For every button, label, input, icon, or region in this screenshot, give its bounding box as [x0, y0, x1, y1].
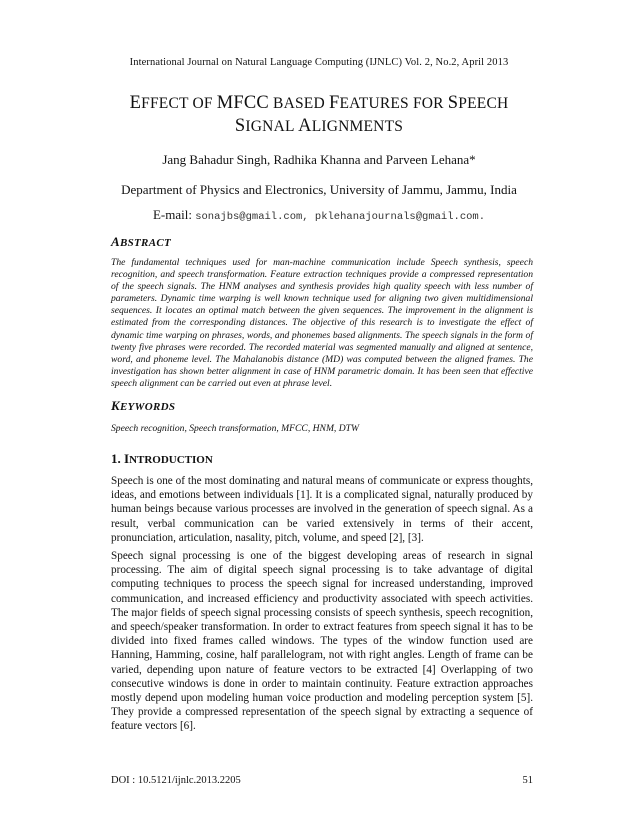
- title-part-3: BASED: [268, 95, 329, 112]
- keywords-heading-rest: EYWORDS: [119, 401, 176, 413]
- introduction-number: 1.: [111, 451, 124, 466]
- title-part-1: FFECT OF: [141, 95, 217, 112]
- doi: DOI : 10.5121/ijnlc.2013.2205: [111, 775, 241, 786]
- introduction-heading-cap: I: [124, 451, 130, 466]
- email-addresses[interactable]: sonajbs@gmail.com, pklehanajournals@gmail.com.: [195, 211, 486, 223]
- abstract-heading-cap: A: [111, 234, 120, 249]
- title-part-6: IGNAL: [245, 118, 299, 135]
- keywords-heading-cap: K: [111, 398, 120, 413]
- email-line: [0, 207, 638, 223]
- title-cap-4: F: [328, 93, 340, 113]
- introduction-heading-rest: NTRODUCTION: [129, 454, 213, 466]
- introduction-heading: [111, 451, 213, 467]
- title-part-2: MFCC: [216, 93, 269, 113]
- title-cap-7: A: [298, 116, 312, 136]
- title-part-7: LIGNMENTS: [311, 118, 404, 135]
- title-part-4: EATURES FOR: [339, 95, 448, 112]
- keywords-heading: [111, 398, 175, 414]
- page-number: 51: [522, 775, 533, 786]
- affiliation: Department of Physics and Electronics, University of Jammu, Jammu, India: [121, 182, 517, 197]
- intro-paragraph-2: Speech signal processing is one of the biggest developing areas of research in signal processing. The aim of digital speech signal processing is to take advantage of digital computing techniques to process the speech signal for increased understanding, improved communication, and increased efficiency and productivity associated with speech activities. The major fields of speech signal processing consists of speech synthesis, speech recognition, and speech/speaker transformation. In order to extract features from speech signal it has to be divided into fixed frames called windows. The types of the window function used are Hanning, Hamming, cosine, half parallelogram, not with right angles. Length of frame can be varied, depending upon nature of feature vectors to be extracted [4] Overlapping of two consecutive windows is done in order to maintain continuity. Feature extraction approaches mostly depend upon modeling human voice production and modeling perception system [5]. They provide a compressed representation of the speech signal by extracting a sequence of feature vectors [6].: [111, 550, 533, 733]
- email-label: E-mail:: [152, 207, 196, 222]
- journal-header: International Journal on Natural Language Computing (IJNLC) Vol. 2, No.2, April 2013: [129, 57, 509, 68]
- abstract-heading: [111, 234, 171, 250]
- title-cap-6: S: [234, 116, 246, 136]
- abstract-heading-rest: BSTRACT: [119, 237, 171, 249]
- keywords-text: Speech recognition, Speech transformation, MFCC, HNM, DTW: [111, 423, 359, 434]
- title-part-5: PEECH: [458, 95, 509, 112]
- paper-title: [90, 92, 548, 138]
- title-cap-1: E: [129, 93, 142, 113]
- intro-paragraph-1: Speech is one of the most dominating and natural means of communicate or express thoughts, ideas, and emotions between individuals [1]. It is a complicated signal, naturally produced by human beings because various processes are involved in the generation of speech signal. As a result, verbal communication can be varied extensively in terms of their accent, pronunciation, articulation, nasality, pitch, volume, and speed [2], [3].: [111, 475, 533, 544]
- title-cap-5: S: [447, 93, 459, 113]
- abstract-text: The fundamental techniques used for man-machine communication include Speech synthesis, speech recognition, and speech transformation. Feature extraction techniques provide a compressed representation of the speech signals. The HNM analyses and synthesis provides high quality speech with less number of parameters. Dynamic time warping is well known technique used for aligning two given multidimensional sequences. It locates an optimal match between the given sequences. The improvement in the alignment is estimated from the corresponding distances. The objective of this research is to investigate the effect of dynamic time warping on phrases, words, and phonemes based alignments. The speech signals in the form of twenty five phrases were recorded. The recorded material was segmented manually and aligned at sentence, word, and phoneme level. The Mahalanobis distance (MD) was computed between the aligned frames. The investigation has shown better alignment in case of HNM parametric domain. It has been seen that effective speech alignment can be carried out even at phrase level.: [111, 257, 533, 389]
- author-list: Jang Bahadur Singh, Radhika Khanna and Parveen Lehana*: [162, 152, 476, 167]
